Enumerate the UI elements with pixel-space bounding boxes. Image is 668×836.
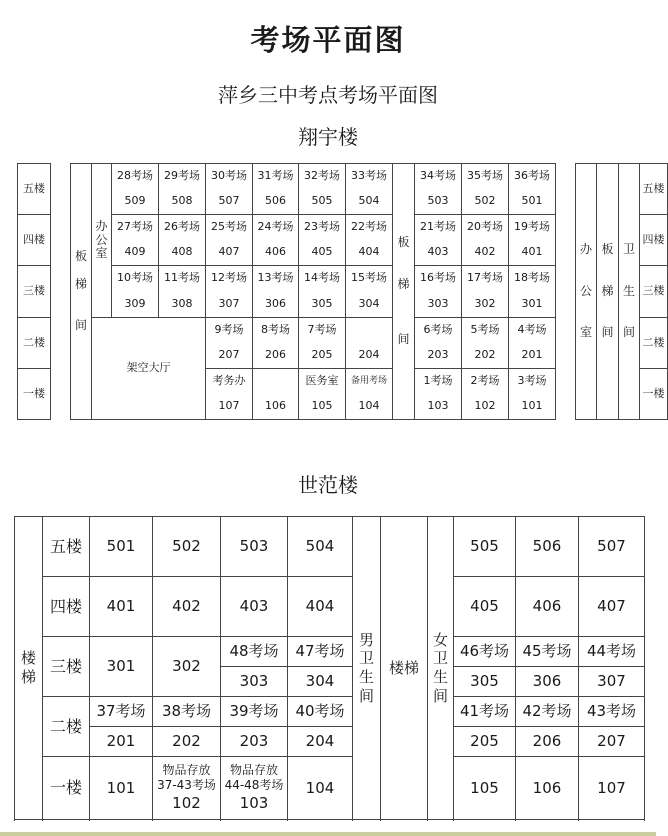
exam-label: 39考场	[221, 697, 288, 727]
exam-label: 43考场	[579, 697, 645, 727]
floor-label: 三楼	[43, 637, 90, 697]
bottom-divider	[0, 832, 656, 836]
room: 307	[579, 667, 645, 697]
room: 305	[454, 667, 516, 697]
stair-mid: 楼梯	[381, 517, 428, 820]
exam-room: 30考场 507	[206, 164, 253, 215]
page-title: 考场平面图	[250, 23, 406, 57]
exam-room: 9考场 207	[206, 318, 253, 369]
room: 403	[221, 577, 288, 637]
exam-room: 28考场 509	[112, 164, 159, 215]
exam-room: 2考场 102	[462, 369, 509, 420]
stair: 楼 梯	[15, 517, 43, 820]
exam-room: 33考场 504	[346, 164, 393, 215]
exam-label: 40考场	[288, 697, 353, 727]
room: 404	[288, 577, 353, 637]
room: 406	[516, 577, 579, 637]
floor-label: 三楼	[640, 266, 668, 318]
stair-right: 板 梯 间	[597, 164, 619, 420]
exam-room: 8考场 206	[253, 318, 299, 369]
room: 205	[454, 727, 516, 757]
office-right: 办 公 室	[576, 164, 597, 420]
floor-label: 二楼	[640, 318, 668, 369]
exam-room: 4考场 201	[509, 318, 556, 369]
exam-room: 25考场 407	[206, 215, 253, 266]
exam-room: 16考场 303	[415, 266, 462, 318]
exam-room: 26考场 408	[159, 215, 206, 266]
exam-room: 21考场 403	[415, 215, 462, 266]
exam-label: 44考场	[579, 637, 645, 667]
room: 105	[454, 757, 516, 820]
room: 503	[221, 517, 288, 577]
building2-floor-plan	[14, 516, 645, 820]
storage-room: 物品存放 37-43考场 102	[153, 757, 221, 820]
exam-room: 5考场 202	[462, 318, 509, 369]
exam-room: 24考场 406	[253, 215, 299, 266]
exam-label: 41考场	[454, 697, 516, 727]
male-toilet: 男 卫 生 间	[353, 517, 381, 820]
exam-room: 36考场 501	[509, 164, 556, 215]
exam-label: 37考场	[90, 697, 153, 727]
exam-label: 38考场	[153, 697, 221, 727]
toilet: 卫 生 间	[619, 164, 640, 420]
exam-label: 48考场	[221, 637, 288, 667]
floor-label: 五楼	[43, 517, 90, 577]
room: 备用考场 104	[346, 369, 393, 420]
exam-room: 15考场 304	[346, 266, 393, 318]
room: 303	[221, 667, 288, 697]
exam-label: 46考场	[454, 637, 516, 667]
exam-room: 32考场 505	[299, 164, 346, 215]
exam-room: 10考场 309	[112, 266, 159, 318]
room: 104	[288, 757, 353, 820]
room: 304	[288, 667, 353, 697]
exam-label: 47考场	[288, 637, 353, 667]
exam-room: 18考场 301	[509, 266, 556, 318]
room: 106	[253, 369, 299, 420]
room: 504	[288, 517, 353, 577]
female-toilet: 女 卫 生 间	[428, 517, 454, 820]
building1-floor-plan	[17, 163, 668, 420]
room: 502	[153, 517, 221, 577]
stair-mid: 板 梯 间	[393, 164, 415, 420]
page-subtitle: 萍乡三中考点考场平面图	[218, 83, 438, 107]
room: 考务办 107	[206, 369, 253, 420]
building2-name: 世范楼	[298, 473, 358, 497]
room: 204	[288, 727, 353, 757]
floor-label: 五楼	[18, 164, 51, 215]
exam-room: 6考场 203	[415, 318, 462, 369]
room: 405	[454, 577, 516, 637]
room: 202	[153, 727, 221, 757]
floor-label: 一楼	[640, 369, 668, 420]
floor-label: 四楼	[640, 215, 668, 266]
exam-room: 13考场 306	[253, 266, 299, 318]
exam-room: 12考场 307	[206, 266, 253, 318]
room: 302	[153, 637, 221, 697]
exam-label: 45考场	[516, 637, 579, 667]
office-left: 办 公 室	[92, 164, 112, 318]
room: 107	[579, 757, 645, 820]
room: 201	[90, 727, 153, 757]
exam-room: 27考场 409	[112, 215, 159, 266]
room: 401	[90, 577, 153, 637]
floor-label: 一楼	[43, 757, 90, 820]
exam-room: 3考场 101	[509, 369, 556, 420]
open-hall: 架空大厅	[92, 318, 206, 420]
room: 506	[516, 517, 579, 577]
room: 407	[579, 577, 645, 637]
room: 505	[454, 517, 516, 577]
room: 206	[516, 727, 579, 757]
room: 306	[516, 667, 579, 697]
floor-label: 二楼	[43, 697, 90, 757]
room: 203	[221, 727, 288, 757]
exam-room: 19考场 401	[509, 215, 556, 266]
exam-room: 23考场 405	[299, 215, 346, 266]
room: 医务室 105	[299, 369, 346, 420]
exam-room: 22考场 404	[346, 215, 393, 266]
floor-label: 四楼	[43, 577, 90, 637]
room: 106	[516, 757, 579, 820]
exam-room: 17考场 302	[462, 266, 509, 318]
room: 402	[153, 577, 221, 637]
exam-room: 204	[346, 318, 393, 369]
building1-name: 翔宇楼	[298, 125, 358, 149]
floor-label: 三楼	[18, 266, 51, 318]
exam-room: 14考场 305	[299, 266, 346, 318]
exam-room: 29考场 508	[159, 164, 206, 215]
floor-label: 四楼	[18, 215, 51, 266]
room: 501	[90, 517, 153, 577]
exam-room: 34考场 503	[415, 164, 462, 215]
room: 507	[579, 517, 645, 577]
floor-label: 二楼	[18, 318, 51, 369]
exam-room: 31考场 506	[253, 164, 299, 215]
exam-room: 7考场 205	[299, 318, 346, 369]
exam-room: 1考场 103	[415, 369, 462, 420]
room: 207	[579, 727, 645, 757]
exam-room: 20考场 402	[462, 215, 509, 266]
exam-room: 11考场 308	[159, 266, 206, 318]
room: 101	[90, 757, 153, 820]
storage-room: 物品存放 44-48考场 103	[221, 757, 288, 820]
exam-label: 42考场	[516, 697, 579, 727]
room: 301	[90, 637, 153, 697]
exam-room: 35考场 502	[462, 164, 509, 215]
floor-label: 一楼	[18, 369, 51, 420]
stair-left: 板 梯 间	[71, 164, 92, 420]
floor-label: 五楼	[640, 164, 668, 215]
